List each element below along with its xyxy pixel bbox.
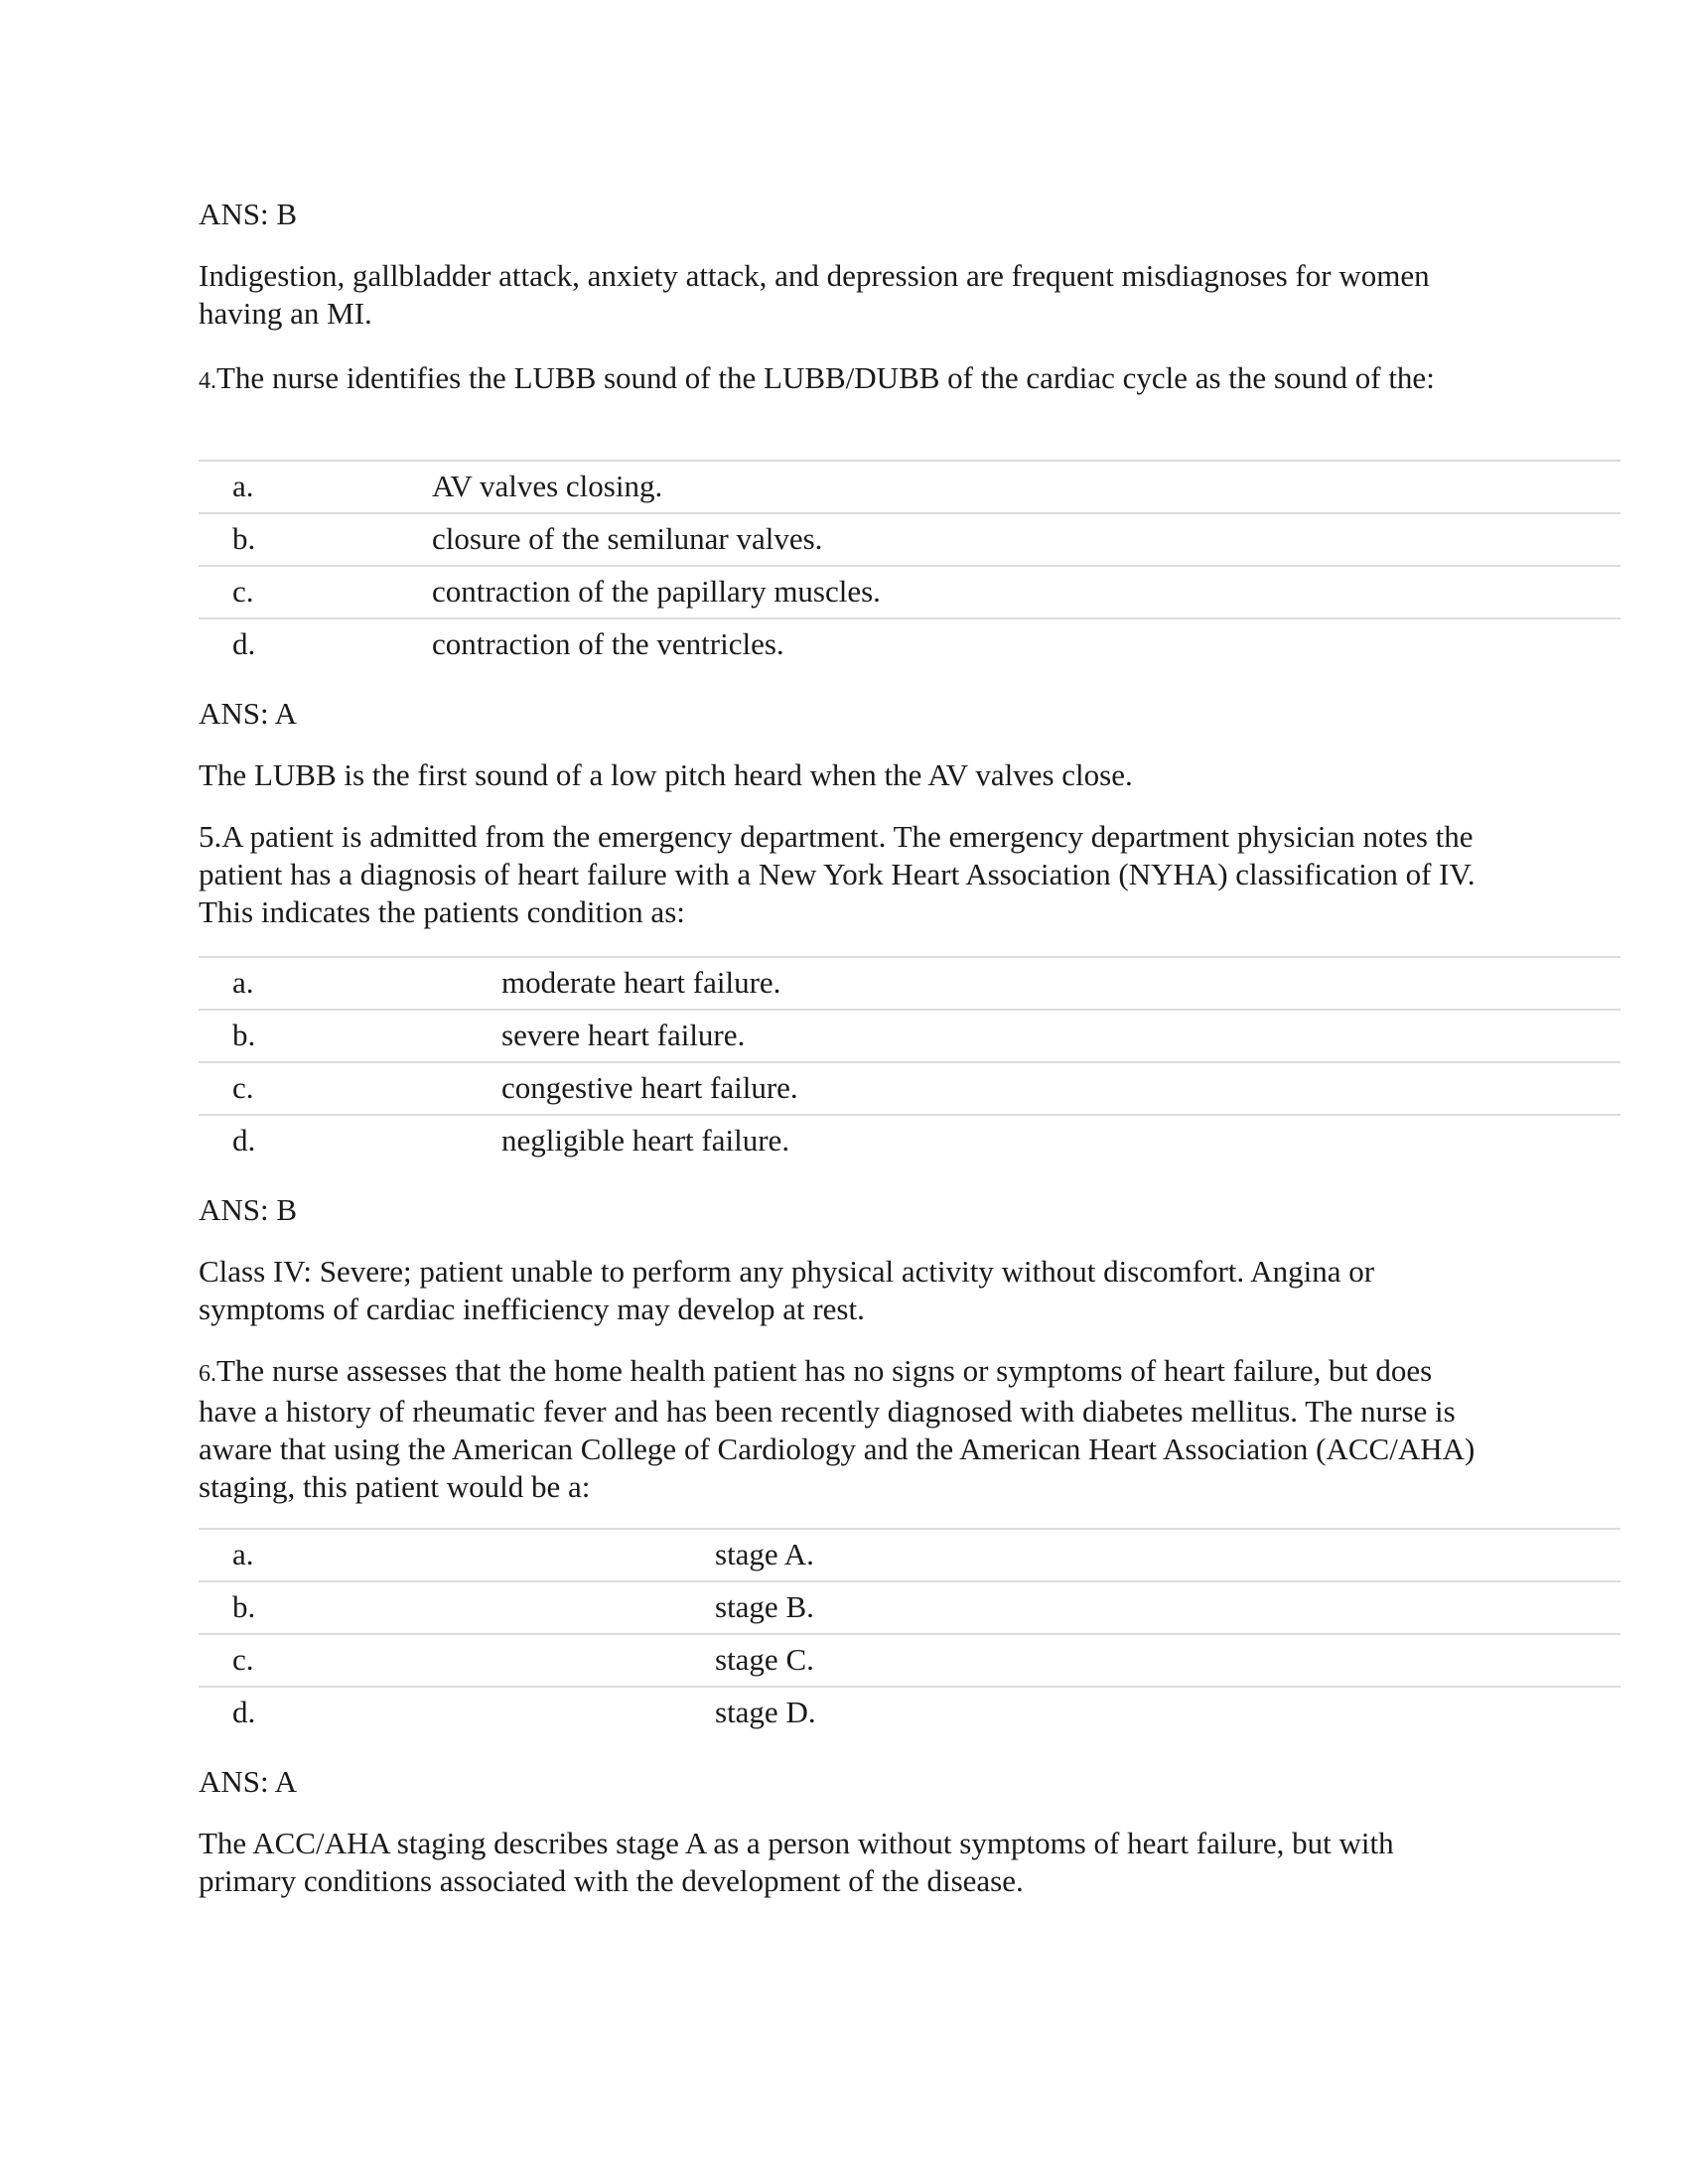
option-text: severe heart failure. [501,1018,746,1052]
option-letter: c. [232,1642,254,1677]
question-5 [199,818,1489,931]
question-number: 4. [199,368,216,394]
option-row [199,567,1620,619]
options-table-q5 [199,956,1620,1166]
option-letter: b. [232,521,256,556]
option-row [199,958,1620,1011]
question-text: The nurse assesses that the home health patient has no signs or symptoms of heart failure, but does have a history of rheumatic fever and has been recently diagnosed with diabetes mellitus. The nurse is aware that using the American College of Cardiology and the American Heart Association (ACC/AHA) staging, this patient would be a: [199,1353,1476,1504]
options-table-q6 [199,1528,1620,1738]
option-text: negligible heart failure. [501,1123,790,1158]
question-text: The nurse identifies the LUBB sound of the LUBB/DUBB of the cardiac cycle as the sound of the: [216,360,1435,395]
rationale-q6: The ACC/AHA staging describes stage A as a person without symptoms of heart failure, but with primary conditions associated with the development of the disease. [199,1826,1394,1898]
option-text: closure of the semilunar valves. [432,521,823,556]
answer-q4: ANS: A [199,696,298,731]
option-letter: b. [232,1589,256,1624]
question-4 [199,359,1489,400]
option-row [199,1116,1620,1166]
option-row [199,1688,1620,1738]
option-row [199,1063,1620,1116]
option-row [199,514,1620,567]
option-letter: a. [232,1537,254,1571]
option-text: contraction of the ventricles. [432,626,784,661]
option-text: stage C. [715,1642,814,1677]
option-text: stage A. [715,1537,814,1571]
option-row [199,1011,1620,1063]
option-row [199,619,1620,670]
question-number: 5. [199,819,222,854]
question-number: 6. [199,1361,216,1387]
question-text: A patient is admitted from the emergency department. The emergency department physician notes the patient has a diagnosis of heart failure with a New York Heart Association (NYHA) classification of IV. This indicates the patients condition as: [199,819,1476,929]
answer-q5: ANS: B [199,1192,298,1227]
option-row [199,1582,1620,1635]
option-text: stage B. [715,1589,814,1624]
option-row [199,462,1620,514]
option-text: contraction of the papillary muscles. [432,574,881,609]
answer-q3: ANS: B [199,197,298,231]
option-letter: a. [232,965,254,1000]
option-letter: d. [232,1695,256,1729]
option-letter: c. [232,1070,254,1105]
rationale-q4: The LUBB is the first sound of a low pitch heard when the AV valves close. [199,757,1133,792]
rationale-q3: Indigestion, gallbladder attack, anxiety attack, and depression are frequent misdiagnoses for women having an MI. [199,258,1430,331]
option-text: congestive heart failure. [501,1070,798,1105]
option-letter: a. [232,469,254,503]
option-text: AV valves closing. [432,469,663,503]
option-letter: b. [232,1018,256,1052]
option-row [199,1530,1620,1582]
options-table-q4 [199,460,1620,670]
question-6 [199,1352,1489,1506]
option-row [199,1635,1620,1688]
option-letter: d. [232,1123,256,1158]
option-text: moderate heart failure. [501,965,781,1000]
option-text: stage D. [715,1695,816,1729]
rationale-q5: Class IV: Severe; patient unable to perform any physical activity without discomfort. Angina or symptoms of cardiac inefficiency may develop at rest. [199,1254,1375,1326]
answer-q6: ANS: A [199,1764,298,1799]
option-letter: c. [232,574,254,609]
option-letter: d. [232,626,256,661]
